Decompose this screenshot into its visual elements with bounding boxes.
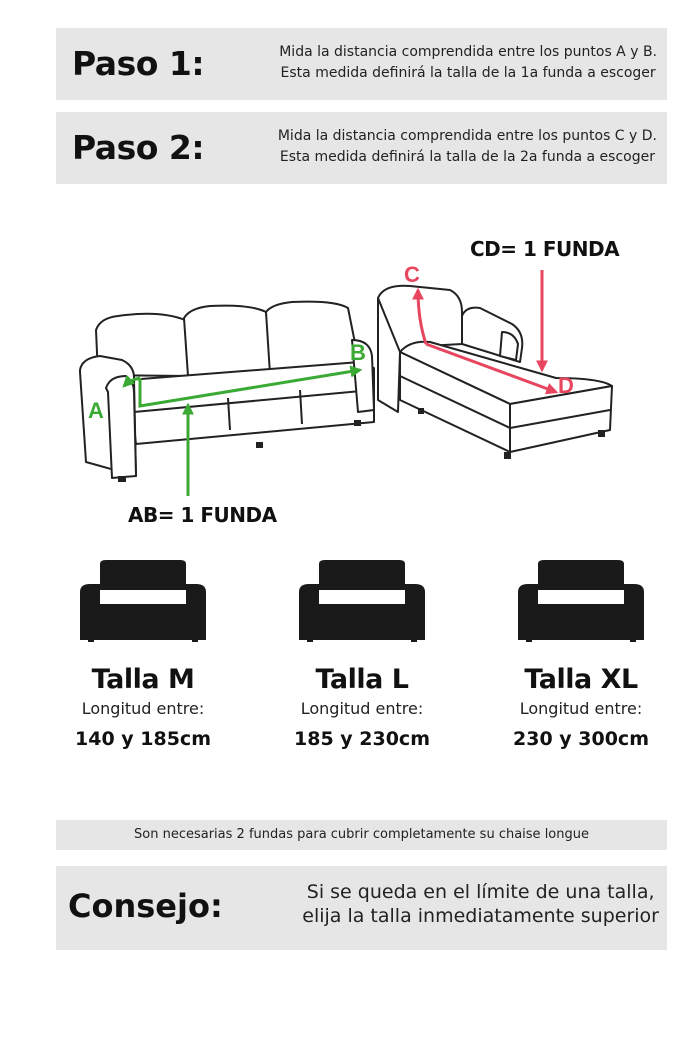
size-l-name: Talla L <box>315 664 409 695</box>
step-1-line-1: Mida la distancia comprendida entre los puntos A y B. <box>279 44 657 60</box>
tip-line-1: Si se queda en el límite de una talla, <box>306 881 655 903</box>
size-option-m <box>43 560 243 750</box>
size-xl-desc: Longitud entre: <box>519 699 643 718</box>
size-m-desc: Longitud entre: <box>81 699 205 718</box>
step-2-title: Paso 2: <box>72 128 205 167</box>
size-m-range: 140 y 185cm <box>75 728 211 750</box>
size-option-xl <box>481 560 681 750</box>
ab-label: AB= 1 FUNDA <box>128 503 277 527</box>
tip-line-2: elija la talla inmediatamente superior <box>302 905 659 927</box>
point-c: C <box>404 262 420 287</box>
point-b: B <box>350 340 366 365</box>
sofa-chaise <box>378 286 612 459</box>
tip-panel <box>56 866 667 950</box>
armchair-icon <box>80 560 206 642</box>
step-2-line-2: Esta medida definirá la talla de la 2a funda a escoger <box>279 149 655 165</box>
tip-text <box>302 880 659 928</box>
point-d: D <box>558 373 574 398</box>
size-l-desc: Longitud entre: <box>300 699 424 718</box>
size-xl-range: 230 y 300cm <box>513 728 649 750</box>
point-a: A <box>88 398 104 423</box>
cd-label: CD= 1 FUNDA <box>470 237 620 261</box>
step-2-line-1: Mida la distancia comprendida entre los puntos C y D. <box>277 128 657 144</box>
armchair-icon <box>518 560 644 642</box>
step-1-line-2: Esta medida definirá la talla de la 1a funda a escoger <box>280 65 656 81</box>
tip-title: Consejo: <box>68 887 223 925</box>
step-1-title: Paso 1: <box>72 44 205 83</box>
size-m-name: Talla M <box>91 664 195 695</box>
note-banner: Son necesarias 2 fundas para cubrir completamente su chaise longue <box>56 820 667 850</box>
armchair-icon <box>299 560 425 642</box>
size-xl-name: Talla XL <box>524 664 638 695</box>
sofa-diagram <box>0 0 700 520</box>
size-l-range: 185 y 230cm <box>294 728 430 750</box>
size-option-l <box>262 560 462 750</box>
